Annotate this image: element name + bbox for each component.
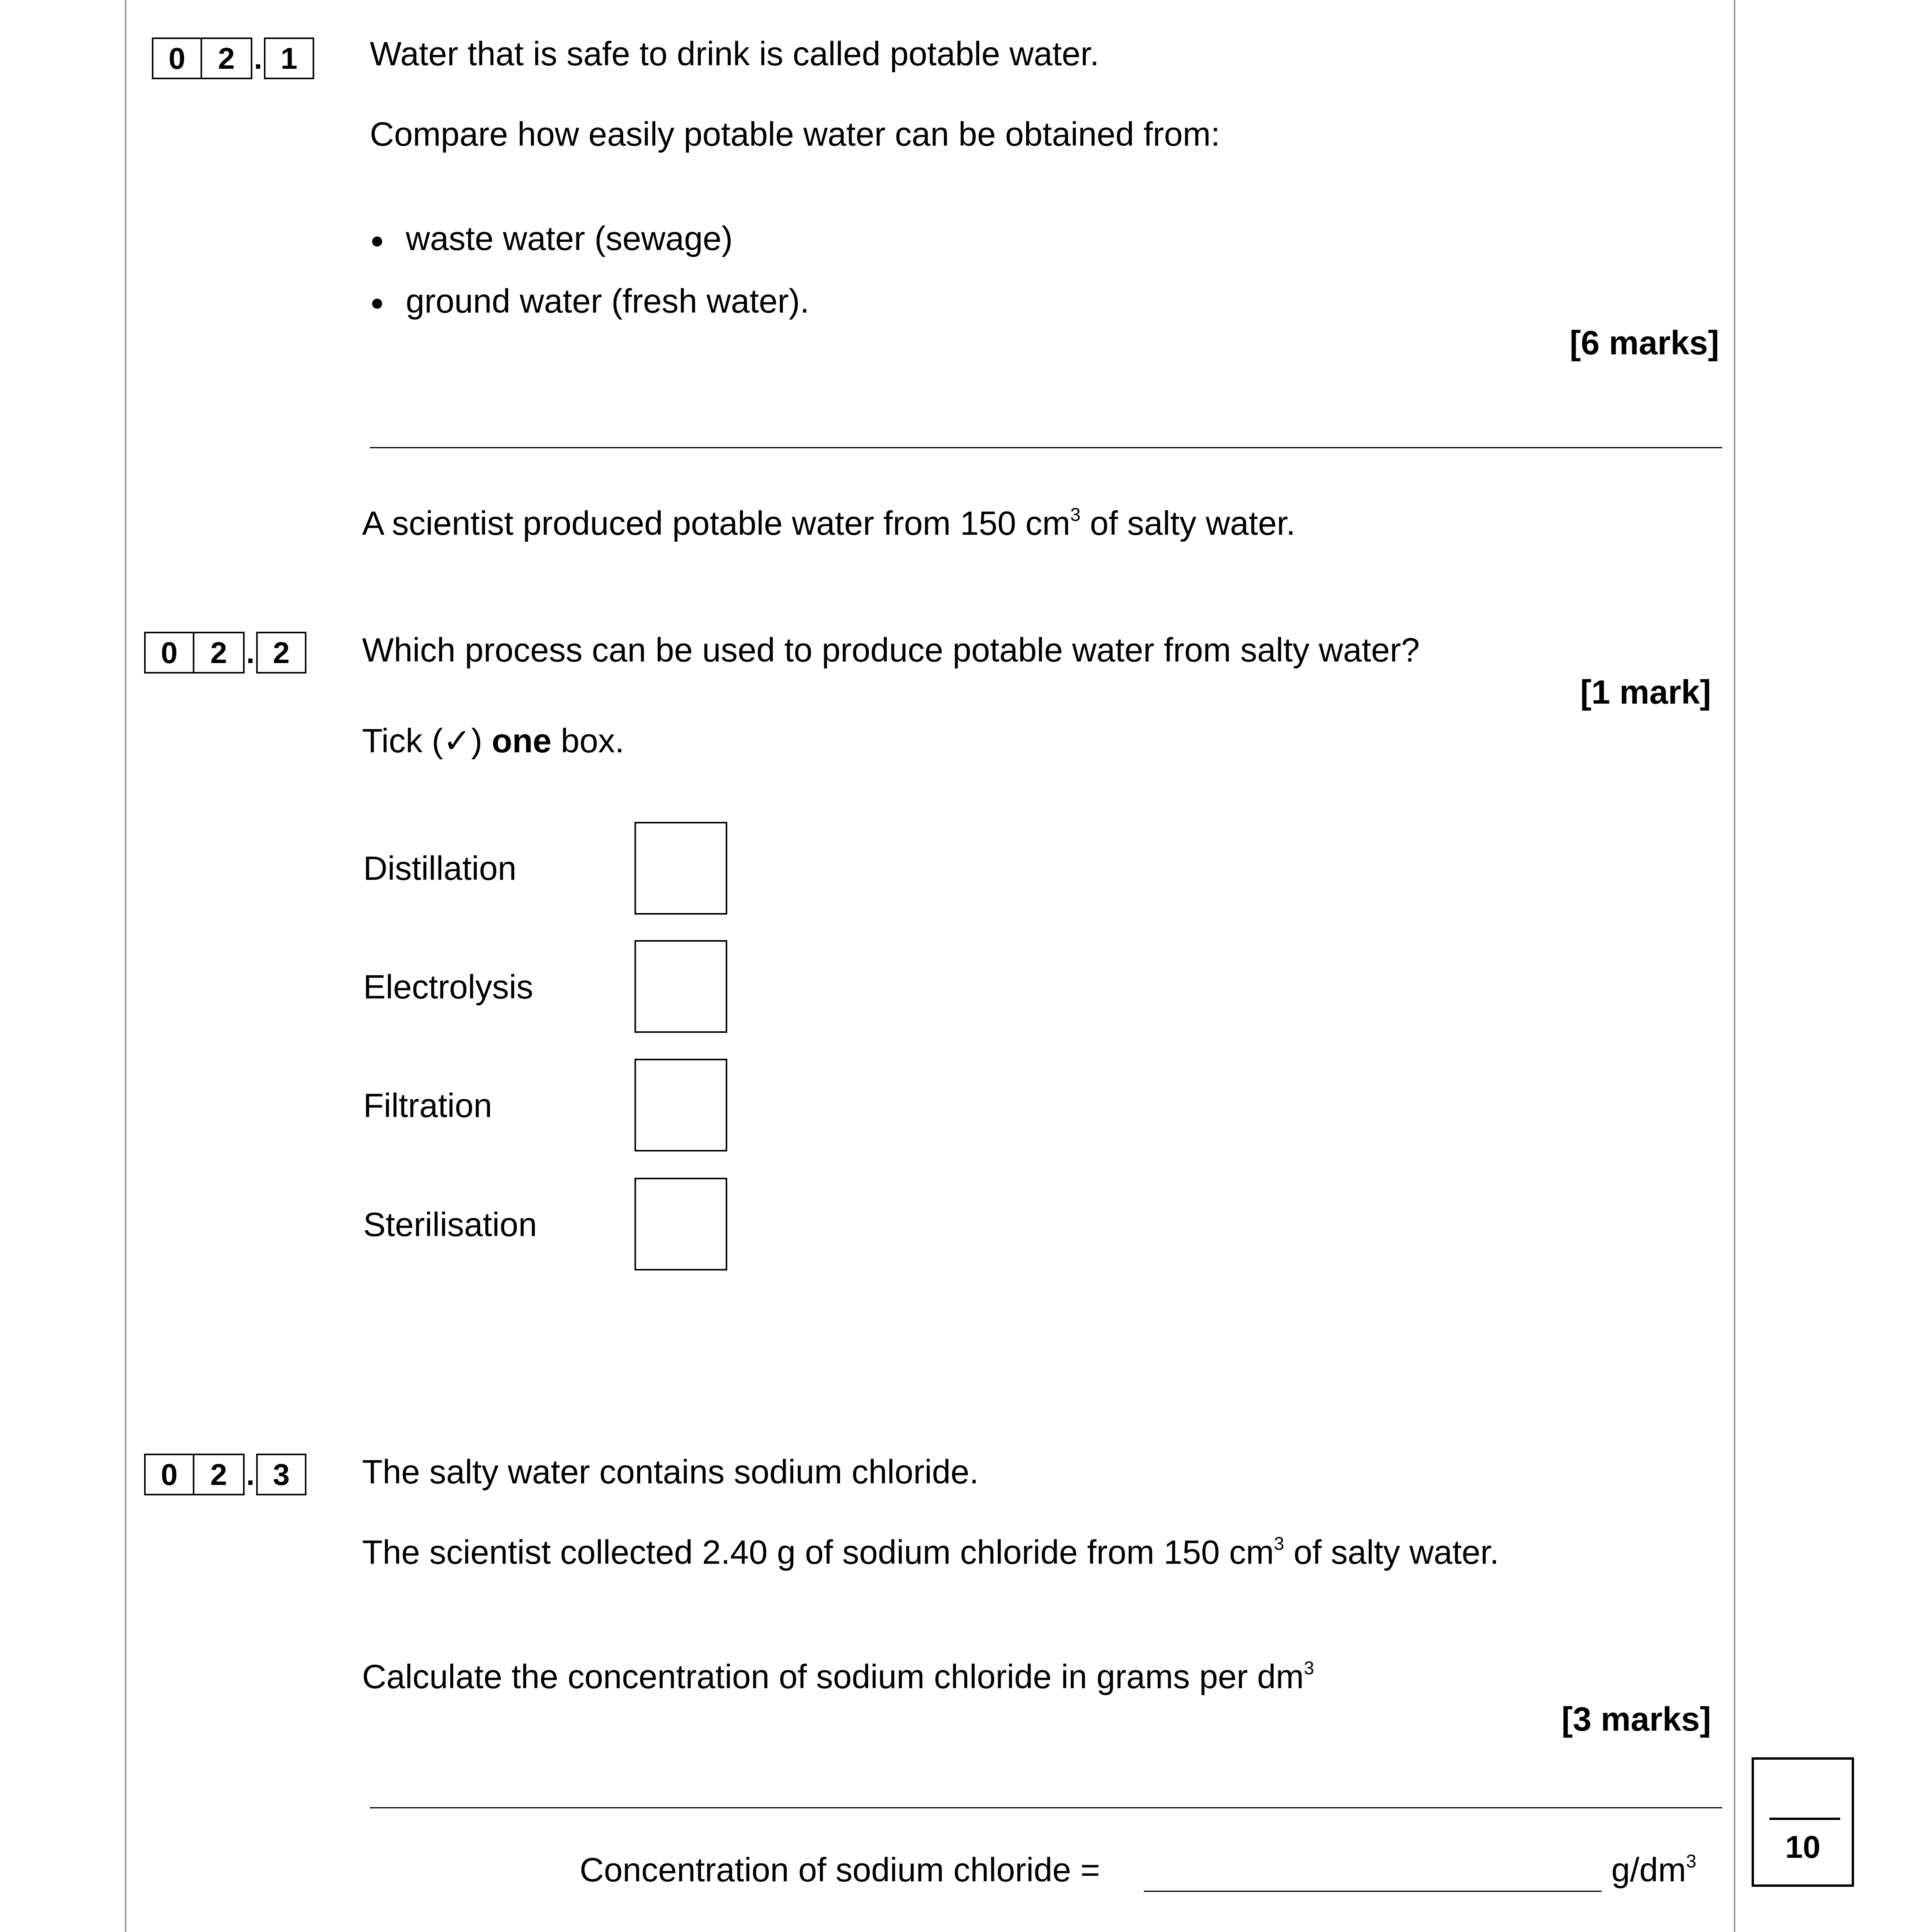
q021-line-1: Water that is safe to drink is called potable water. xyxy=(370,35,1099,73)
question-digit: 1 xyxy=(264,37,314,79)
question-digit: 2 xyxy=(202,37,252,79)
q021-marks: [6 marks] xyxy=(1570,324,1719,362)
question-number-02-2: 0 2 . 2 xyxy=(144,632,306,673)
q022-question: Which process can be used to produce potable water from salty water? xyxy=(362,631,1420,669)
option-distillation: Distillation xyxy=(363,850,517,887)
answer-input-line[interactable] xyxy=(1144,1891,1602,1892)
question-number-02-1: 0 2 . 1 xyxy=(152,37,314,79)
answer-unit: $g/dm^3$ xyxy=(1611,1851,1697,1889)
question-digit: 0 xyxy=(144,632,194,673)
question-digit: 2 xyxy=(194,632,245,673)
q023-line-2: The scientist collected 2.40 g of sodium chloride from 150 $cm^3$ of salty water. xyxy=(362,1534,1499,1571)
question-number-02-3: 0 2 . 3 xyxy=(144,1454,306,1495)
left-margin-line xyxy=(125,0,126,1932)
answer-label: Concentration of sodium chloride = xyxy=(580,1851,1100,1889)
q023-line-3: Calculate the concentration of sodium chloride in grams per $dm^3$ xyxy=(362,1658,1314,1696)
question-digit: 0 xyxy=(144,1454,194,1495)
question-digit: 2 xyxy=(194,1454,245,1495)
option-sterilisation: Sterilisation xyxy=(363,1206,537,1243)
bullet-icon xyxy=(372,236,382,247)
bullet-icon xyxy=(372,299,382,309)
score-box xyxy=(1752,1757,1854,1887)
q021-line-2: Compare how easily potable water can be obtained from: xyxy=(370,116,1220,153)
q021-bullet-2: ground water (fresh water). xyxy=(406,282,810,320)
tick-box-electrolysis[interactable] xyxy=(634,940,727,1033)
right-margin-line xyxy=(1734,0,1735,1932)
tick-box-sterilisation[interactable] xyxy=(634,1178,727,1270)
option-electrolysis: Electrolysis xyxy=(363,968,533,1006)
score-divider xyxy=(1769,1818,1840,1820)
question-digit: 3 xyxy=(256,1454,306,1495)
tick-box-distillation[interactable] xyxy=(634,822,727,915)
working-line[interactable] xyxy=(370,1807,1722,1808)
q022-instruction: Tick (✓) one box. xyxy=(362,722,624,760)
q023-line-1: The salty water contains sodium chloride. xyxy=(362,1453,979,1491)
tick-box-filtration[interactable] xyxy=(634,1059,727,1151)
score-total: 10 xyxy=(1785,1830,1821,1865)
answer-line[interactable] xyxy=(370,447,1722,448)
q023-marks: [3 marks] xyxy=(1561,1701,1711,1738)
intro-text: A scientist produced potable water from 150 $cm^3$ of salty water. xyxy=(362,505,1296,542)
question-digit: 0 xyxy=(152,37,202,79)
q022-marks: [1 mark] xyxy=(1580,673,1711,711)
question-digit: 2 xyxy=(256,632,306,673)
option-filtration: Filtration xyxy=(363,1087,492,1124)
q021-bullet-1: waste water (sewage) xyxy=(406,220,733,257)
